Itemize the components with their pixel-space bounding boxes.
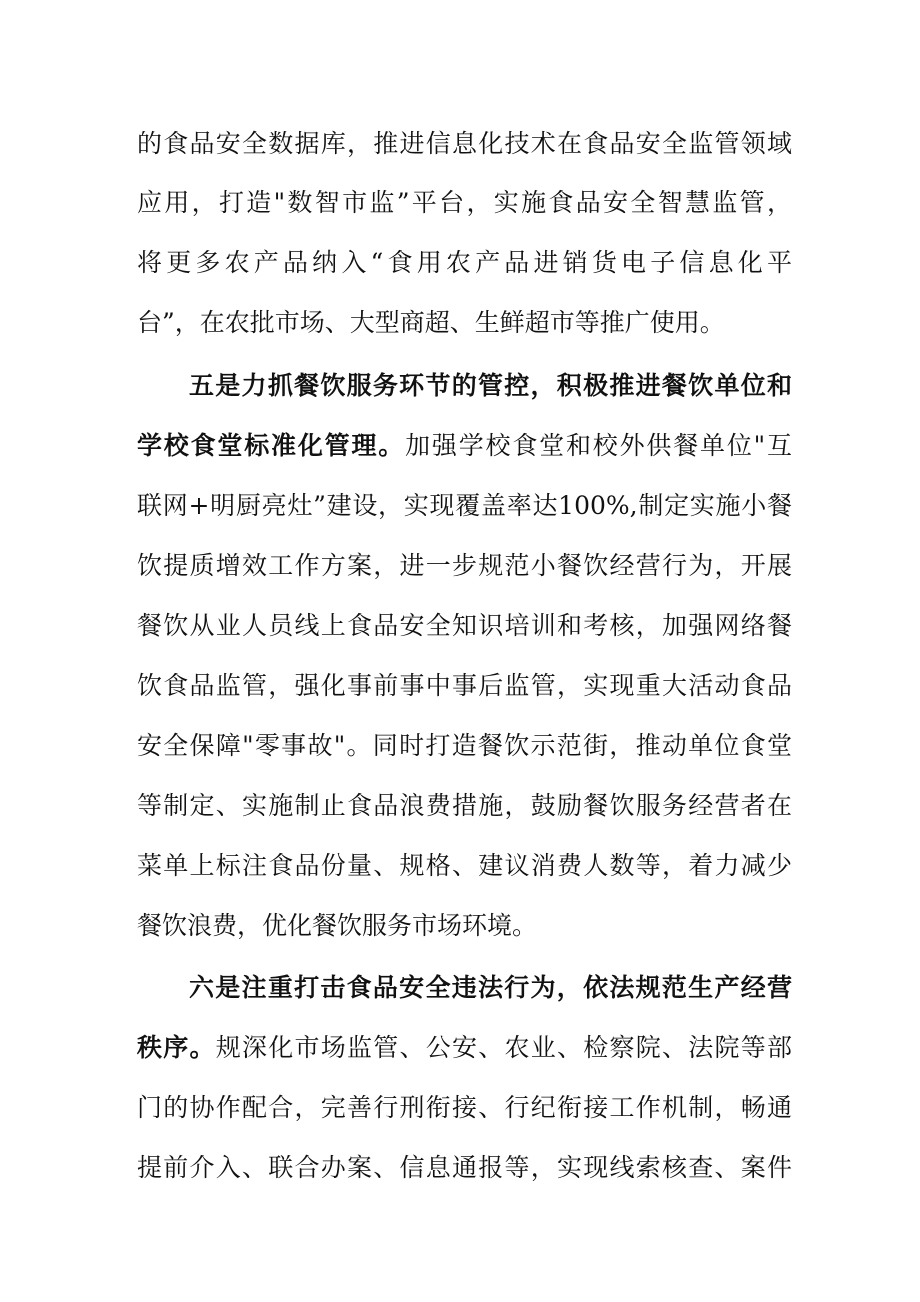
p3-heading-line-2: 秩序。: [137, 1033, 216, 1062]
p2-line-8: 等制定、实施制止食品浪费措施，鼓励餐饮服务经营者在: [137, 791, 792, 820]
p1-line-1: 的食品安全数据库，推进信息化技术在食品安全监管领域: [137, 129, 792, 158]
p3-heading-line-1: 六是注重打击食品安全违法行为，依法规范生产经营: [189, 973, 792, 1002]
p2-heading-line-1: 五是力抓餐饮服务环节的管控，积极推进餐饮单位和: [189, 371, 792, 400]
p2-line-4: 饮提质增效工作方案，进一步规范小餐饮经营行为，开展: [137, 551, 792, 580]
p2-line-6: 饮食品监管，强化事前事中事后监管，实现重大活动食品: [137, 671, 792, 700]
p3-line-2-rest: 规深化市场监管、公安、农业、检察院、法院等部: [215, 1033, 792, 1062]
p2-heading-line-2: 学校食堂标准化管理。: [137, 431, 406, 460]
p1-line-2: 应用，打造"数智市监”平台，实施食品安全智慧监管，: [137, 188, 792, 217]
p2-line-5: 餐饮从业人员线上食品安全知识培训和考核，加强网络餐: [137, 611, 792, 640]
p1-line-4: 台”，在农批市场、大型商超、生鲜超市等推广使用。: [137, 308, 725, 337]
p2-line-10: 餐饮浪费，优化餐饮服务市场环境。: [137, 911, 538, 940]
p2-line-7: 安全保障"零事故"。同时打造餐饮示范街，推动单位食堂: [137, 731, 792, 760]
p2-line-9: 菜单上标注食品份量、规格、建议消费人数等，着力减少: [137, 851, 792, 880]
p3-line-4: 提前介入、联合办案、信息通报等，实现线索核查、案件: [137, 1153, 792, 1182]
p3-line-3: 门的协作配合，完善行刑衔接、行纪衔接工作机制，畅通: [137, 1093, 792, 1122]
p3-line-2: [137, 1032, 792, 1064]
p2-line-3: 联网+明厨亮灶”建设，实现覆盖率达100%,制定实施小餐: [137, 491, 792, 520]
p1-line-3: 将更多农产品纳入“食用农产品进销货电子信息化平: [137, 248, 792, 277]
p2-line-2-rest: 加强学校食堂和校外供餐单位"互: [405, 431, 792, 460]
p2-line-2: [137, 430, 792, 462]
